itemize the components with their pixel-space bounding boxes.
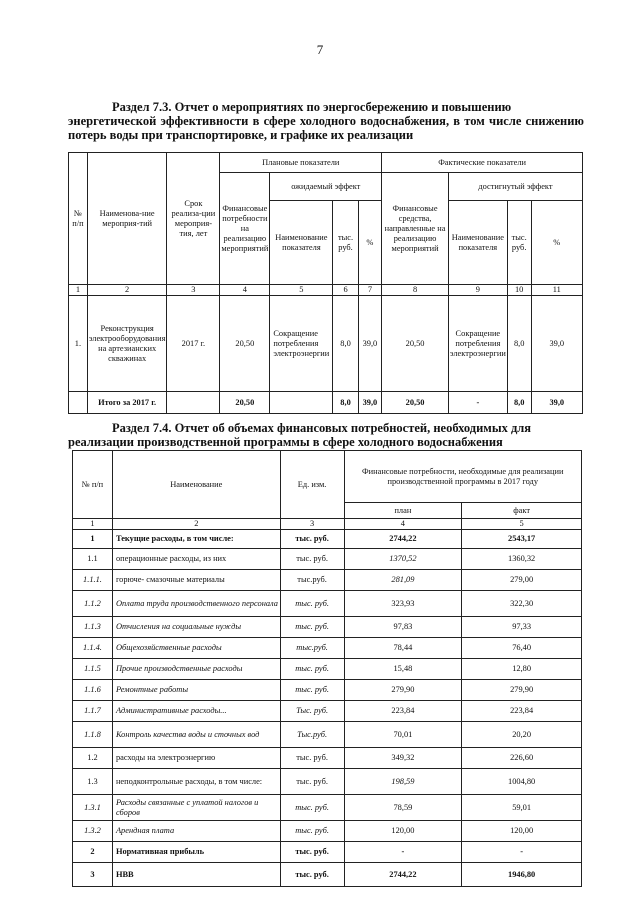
t2-row-num: 1: [73, 530, 113, 549]
t1-total-row: [69, 392, 583, 414]
t1-colnum: 4: [220, 285, 270, 296]
t2-row-unit: тыс. руб.: [280, 769, 344, 795]
t2-row-unit: тыс.руб.: [280, 638, 344, 659]
t2-head-unit: Ед. изм.: [280, 451, 344, 519]
t1-head-ach-name: Наименование показателя: [448, 201, 507, 285]
t2-row-name: Нормативная прибыль: [112, 842, 280, 863]
t2-row-unit: тыс. руб.: [280, 748, 344, 769]
t1-row-exp-pct: 39,0: [358, 296, 382, 392]
t2-row-name: Общехозяйственные расходы: [112, 638, 280, 659]
t1-row-exp-name: Сокращение потребления электроэнергии: [270, 296, 333, 392]
t2-row-plan: 349,32: [344, 748, 462, 769]
t1-colnum: 9: [448, 285, 507, 296]
t1-total-label: Итого за 2017 г.: [87, 392, 167, 414]
t2-row-fact: 120,00: [462, 821, 582, 842]
t2-row: [73, 701, 582, 722]
t2-row-num: 1.2: [73, 748, 113, 769]
t2-row-num: 1.1.2: [73, 591, 113, 617]
t1-head-ach-pct: %: [531, 201, 582, 285]
t2-row-unit: тыс. руб.: [280, 617, 344, 638]
t2-row-fact: 226,60: [462, 748, 582, 769]
t1-row-act-fin: 20,50: [382, 296, 449, 392]
t2-row-unit: Тыс. руб.: [280, 701, 344, 722]
section-7-4-heading-line1: Раздел 7.4. Отчет об объемах финансовых потребностей, необходимых для: [112, 421, 532, 435]
t2-head-fact: факт: [462, 503, 582, 519]
t1-col-numbers: [69, 285, 583, 296]
t2-row-plan: 120,00: [344, 821, 462, 842]
t1-colnum: 11: [531, 285, 582, 296]
t1-row-exp-rub: 8,0: [333, 296, 358, 392]
t1-colnum: 10: [507, 285, 531, 296]
t1-head-exp-pct: %: [358, 201, 382, 285]
t1-row-ach-name: Сокращение потребления электроэнергии: [448, 296, 507, 392]
t2-colnum: 3: [280, 519, 344, 530]
t1-head-ach-rub: тыс. руб.: [507, 201, 531, 285]
t1-row-plan-fin: 20,50: [220, 296, 270, 392]
t2-colnum: 1: [73, 519, 113, 530]
t2-row-fact: 59,01: [462, 795, 582, 821]
t2-row-plan: 97,83: [344, 617, 462, 638]
t2-row-plan: 279,90: [344, 680, 462, 701]
t2-row-plan: 198,59: [344, 769, 462, 795]
t2-row-num: 1.1.3: [73, 617, 113, 638]
t2-head-name: Наименование: [112, 451, 280, 519]
t2-row: [73, 863, 582, 887]
t2-row: [73, 570, 582, 591]
t2-row: [73, 821, 582, 842]
t1-row-name: Реконструкция электрооборудования на артезианских скважинах: [87, 296, 167, 392]
t1-total-ach-name: -: [448, 392, 507, 414]
t1-head-exp-name: Наименование показателя: [270, 201, 333, 285]
t2-row-unit: тыс. руб.: [280, 842, 344, 863]
t2-row-num: 1.1.5: [73, 659, 113, 680]
t2-row: [73, 659, 582, 680]
t2-colnum: 5: [462, 519, 582, 530]
t1-total-exp-rub: 8,0: [333, 392, 358, 414]
t1-head-plan-fin: Финансовые потребности на реализацию мероприятий: [220, 173, 270, 285]
t2-row-plan: -: [344, 842, 462, 863]
t2-row-unit: тыс. руб.: [280, 821, 344, 842]
t2-row-name: операционные расходы, из них: [112, 549, 280, 570]
t2-row-num: 2: [73, 842, 113, 863]
t2-row-num: 3: [73, 863, 113, 887]
t2-row-fact: 279,00: [462, 570, 582, 591]
t1-colnum: 6: [333, 285, 358, 296]
t2-row-fact: 12,80: [462, 659, 582, 680]
t1-total-plan-fin: 20,50: [220, 392, 270, 414]
t1-colnum: 3: [167, 285, 220, 296]
t2-row-name: Контроль качества воды и сточных вод: [112, 722, 280, 748]
t1-colnum: 1: [69, 285, 88, 296]
finance-table: [72, 450, 582, 887]
t1-head-achieved: достигнутый эффект: [448, 173, 582, 201]
t2-row-fact: 2543,17: [462, 530, 582, 549]
t1-head-exp-rub: тыс. руб.: [333, 201, 358, 285]
t1-row-ach-rub: 8,0: [507, 296, 531, 392]
t1-total-act-fin: 20,50: [382, 392, 449, 414]
t2-row-num: 1.1: [73, 549, 113, 570]
t1-row-term: 2017 г.: [167, 296, 220, 392]
t2-row-num: 1.3.2: [73, 821, 113, 842]
t1-total-exp-pct: 39,0: [358, 392, 382, 414]
t2-row-unit: тыс. руб.: [280, 680, 344, 701]
t2-row: [73, 842, 582, 863]
t2-row-name: Текущие расходы, в том числе:: [112, 530, 280, 549]
t2-row: [73, 617, 582, 638]
t2-row-unit: тыс. руб.: [280, 863, 344, 887]
t2-row: [73, 591, 582, 617]
t1-total-ach-pct: 39,0: [531, 392, 582, 414]
t2-body: [73, 530, 582, 887]
t1-row-num: 1.: [69, 296, 88, 392]
t1-head-expected: ожидаемый эффект: [270, 173, 382, 201]
t2-row-name: неподконтрольные расходы, в том числе:: [112, 769, 280, 795]
t2-row-plan: 78,59: [344, 795, 462, 821]
t2-row-name: Отчисления на социальные нужды: [112, 617, 280, 638]
t2-row: [73, 680, 582, 701]
t2-row-plan: 323,93: [344, 591, 462, 617]
section-7-4-heading-rest: реализации производственной программы в сфере холодного водоснабжения: [68, 435, 503, 449]
t2-row-fact: -: [462, 842, 582, 863]
t1-colnum: 2: [87, 285, 167, 296]
page-number: 7: [316, 42, 324, 57]
t2-row-num: 1.1.6: [73, 680, 113, 701]
t1-head-name: Наименова-ние мероприя-тий: [87, 153, 167, 285]
t2-row-unit: Тыс.руб.: [280, 722, 344, 748]
t2-row-name: Ремонтные работы: [112, 680, 280, 701]
section-7-3-heading-line1: Раздел 7.3. Отчет о мероприятиях по энергосбережению и повышению: [112, 100, 512, 114]
t2-row-num: 1.1.4.: [73, 638, 113, 659]
t1-head-term: Срок реализа-ции мероприя-тия, лет: [167, 153, 220, 285]
t1-colnum: 5: [270, 285, 333, 296]
t2-row-plan: 1370,52: [344, 549, 462, 570]
t2-row-name: Арендная плата: [112, 821, 280, 842]
t2-row-name: расходы на электроэнергию: [112, 748, 280, 769]
t2-row-fact: 223,84: [462, 701, 582, 722]
t2-row-name: Административные расходы...: [112, 701, 280, 722]
t2-col-numbers: [73, 519, 582, 530]
t2-row-num: 1.1.8: [73, 722, 113, 748]
t1-colnum: 7: [358, 285, 382, 296]
section-7-4-heading: [68, 421, 584, 449]
t2-row-unit: тыс. руб.: [280, 591, 344, 617]
t2-row-fact: 322,30: [462, 591, 582, 617]
measures-table: [68, 152, 583, 414]
t1-colnum: 8: [382, 285, 449, 296]
t2-row: [73, 722, 582, 748]
t2-row-plan: 78,44: [344, 638, 462, 659]
t2-row-name: Прочие производственные расходы: [112, 659, 280, 680]
t2-row-fact: 1004,80: [462, 769, 582, 795]
t2-row-num: 1.1.7: [73, 701, 113, 722]
t2-row-fact: 1946,80: [462, 863, 582, 887]
t2-row: [73, 769, 582, 795]
t1-head-actual: Фактические показатели: [382, 153, 583, 173]
section-7-3-heading: [68, 100, 584, 142]
t2-row-unit: тыс. руб.: [280, 659, 344, 680]
t2-row-unit: тыс. руб.: [280, 530, 344, 549]
t2-colnum: 4: [344, 519, 462, 530]
t2-row-name: Расходы связанные с уплатой налогов и сборов: [112, 795, 280, 821]
t1-row-ach-pct: 39,0: [531, 296, 582, 392]
t2-row-unit: тыс. руб.: [280, 549, 344, 570]
t2-row: [73, 748, 582, 769]
t2-row-unit: тыс. руб.: [280, 795, 344, 821]
t1-row-measure: [69, 296, 583, 392]
t1-head-num: № п/п: [69, 153, 88, 285]
t2-row: [73, 549, 582, 570]
t2-head-num: № п/п: [73, 451, 113, 519]
t2-row-num: 1.3: [73, 769, 113, 795]
t2-colnum: 2: [112, 519, 280, 530]
t2-row-fact: 279,90: [462, 680, 582, 701]
t2-head-fin: Финансовые потребности, необходимые для реализации производственной программы в 2017 году: [344, 451, 581, 503]
t2-row-fact: 20,20: [462, 722, 582, 748]
t2-row-fact: 76,40: [462, 638, 582, 659]
t2-row-name: НВВ: [112, 863, 280, 887]
t2-row-unit: тыс.руб.: [280, 570, 344, 591]
t2-head-plan: план: [344, 503, 462, 519]
t2-row-plan: 281,09: [344, 570, 462, 591]
t2-row-fact: 1360,32: [462, 549, 582, 570]
t1-head-act-fin: Финансовые средства, направленные на реализацию мероприятий: [382, 173, 449, 285]
t2-row-plan: 223,84: [344, 701, 462, 722]
t2-row-plan: 15,48: [344, 659, 462, 680]
t2-row-num: 1.1.1.: [73, 570, 113, 591]
t1-head-planned: Плановые показатели: [220, 153, 382, 173]
t1-total-ach-rub: 8,0: [507, 392, 531, 414]
t2-row-fact: 97,33: [462, 617, 582, 638]
t2-row-name: горюче- смазочные материалы: [112, 570, 280, 591]
t2-row-name: Оплата труда производственного персонала: [112, 591, 280, 617]
t2-row: [73, 795, 582, 821]
t2-row-plan: 70,01: [344, 722, 462, 748]
t2-row: [73, 530, 582, 549]
t2-row-plan: 2744,22: [344, 530, 462, 549]
section-7-3-heading-rest: энергетической эффективности в сфере холодного водоснабжения, в том числе снижению потерь воды при транспортировке, и графике их реализации: [68, 114, 584, 142]
t2-row: [73, 638, 582, 659]
t2-row-num: 1.3.1: [73, 795, 113, 821]
t2-row-plan: 2744,22: [344, 863, 462, 887]
